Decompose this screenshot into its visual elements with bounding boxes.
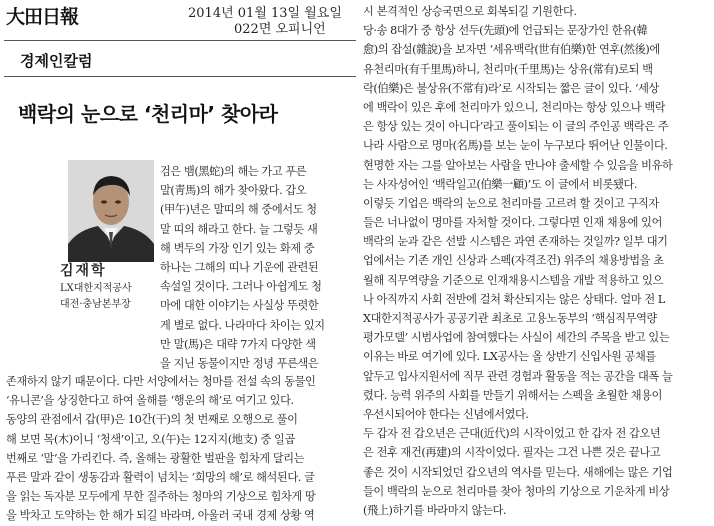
text-line: 해 벽두의 가장 인기 있는 화제 중 [160,241,315,255]
text-line: 락(伯樂)은 불상유(不常有)라’로 시작되는 짧은 글이 있다. ‘세상 [363,81,659,95]
text-line: 은 항상 있는 것이 아니다’라고 풀이되는 이 글의 주인공 백락은 주 [363,120,669,134]
author-block [60,260,150,312]
author-photo [68,160,154,262]
newspaper-logo: 大田日報 [6,6,79,28]
author-position: 대전·충남본부장 [60,299,131,310]
text-line: 시 본격적인 상승국면으로 회복되길 기원한다. [363,5,577,18]
text-line: 두 갑자 전 갑오년은 근대(近代)의 시작이었고 한 갑자 전 갑오년 [363,427,661,441]
text-line: 愈)의 잡설(雜說)을 보자면 ‘세유백락(世有伯樂)한 연후(然後)에 [363,43,660,57]
text-line: 당·송 8대가 중 항상 선두(先頭)에 언급되는 문장가인 한유(韓 [363,24,648,38]
text-line: (甲午)년은 말띠의 해 중에서도 청 [160,203,317,217]
text-line: 평가모델’ 시범사업에 참여했다는 사실이 세간의 주목을 받고 있는 [363,331,670,345]
text-line: 우선시되어야 한다는 신념에서였다. [363,407,529,421]
text-line: 해 보면 목(木)이니 ‘청색’이고, 오(午)는 12지지(地支) 중 일곱 [6,432,295,446]
text-line: 말 띠의 해라고 한다. 늘 그렇듯 새 [160,222,318,236]
divider-label [4,76,356,77]
text-line: 나라 사람으로 명마(名馬)를 보는 눈이 누구보다 뛰어난 인물이다. [363,139,668,153]
text-line: 이유는 바로 여기에 있다. LX공사는 올 상반기 신입사원 공채를 [363,350,656,364]
author-name: 김재학 [60,263,107,279]
body-narrow-column [160,162,356,373]
text-line: 마에 대한 이야기는 사실상 뚜렷한 [160,299,319,313]
text-line: 을 읽는 독자분 모두에게 무한 질주하는 청마의 기상으로 힘차게 땅 [6,490,316,504]
author-affiliation: LX대한지적공사 [60,283,132,294]
text-line: 푸른 말과 같이 생동감과 활력이 넘치는 ‘희망의 해’로 해석된다. 글 [6,470,315,484]
body-right-column [363,2,709,520]
text-line: X대한지적공사가 공공기관 최초로 고용노동부의 ‘핵심직무역량 [363,312,657,325]
text-line: 들은 너나없이 명마를 자처할 것이다. 그렇다면 인재 채용에 있어 [363,216,662,230]
text-line: 하나는 그해의 띠나 기운에 관련된 [160,260,319,274]
text-line: 앞두고 입사지원서에 직무 관련 경험과 활동을 적는 공간을 대폭 늘 [363,369,673,383]
text-line: 는 사자성어인 ‘백락일고(伯樂一顧)’도 이 글에서 비롯됐다. [363,177,638,191]
text-line: 들이 백락의 눈으로 천리마를 찾아 청마의 기상으로 기운차게 비상 [363,484,670,498]
text-line: 번째로 ‘말’을 가리킨다. 즉, 올해는 광활한 벌판을 힘차게 달리는 [6,451,305,465]
text-line: (飛上)하기를 바라마지 않는다. [363,503,507,517]
text-line: 백락의 눈과 같은 선발 시스템은 과연 존재하는 것일까? 일부 대기 [363,235,668,249]
text-line: 현명한 자는 그를 알아보는 사람을 만나야 출세할 수 있음을 비유하 [363,158,673,172]
divider-top [4,40,356,41]
text-line: 게 별로 없다. 나라마다 차이는 있지 [160,318,325,332]
text-line: 은 전후 재건(再建)의 시작이었다. 필자는 그건 나쁜 것은 끝나고 [363,446,661,460]
text-line: 유천리마(有千里馬)하니, 천리마(千里馬)는 상유(常有)로되 백 [363,62,653,76]
text-line: 말(靑馬)의 해가 찾아왔다. 갑오 [160,184,307,198]
author-portrait-icon [68,160,154,262]
text-line: 속설일 것이다. 그러나 아쉽게도 청 [160,280,322,294]
page-info: 022면 오피니언 [234,22,326,37]
text-line: 업에서는 기존 개인 신상과 스펙(자격조건) 위주의 채용방법을 초 [363,254,664,268]
text-line: 을 지닌 동물이지만 정녕 푸른색은 [160,356,319,370]
text-line: 존재하지 않기 때문이다. 다만 서양에서는 청마를 전설 속의 동물인 [6,375,316,388]
column-label: 경제인칼럼 [20,52,93,70]
text-line: 을 박차고 도약하는 한 해가 되길 바라며, 아울러 국내 경제 상황 역 [6,509,315,523]
text-line: 만 말(馬)은 대략 7가지 다양한 색 [160,337,316,351]
text-line: 월해 직무역량을 기준으로 인재채용시스템을 개발 적용하고 있으 [363,273,663,287]
text-line: 렸다. 능력 위주의 사회를 만들기 위해서는 스펙을 초월한 채용이 [363,388,662,402]
text-line: ‘유니콘’을 상징한다고 하여 올해를 ‘행운의 해’로 여기고 있다. [6,394,294,408]
text-line: 동양의 관점에서 갑(甲)은 10간(干)의 첫 번째로 오행으로 풀이 [6,413,298,427]
headline: 백락의 눈으로 ‘천리마’ 찾아라 [18,102,278,126]
body-left-column [6,372,356,526]
text-line: 나 아직까지 사회 전반에 걸쳐 확산되지는 않은 상태다. 얼마 전 L [363,292,665,306]
text-line: 이렇듯 기업은 백락의 눈으로 천리마를 고르려 할 것이고 구직자 [363,196,659,210]
issue-date: 2014년 01월 13일 월요일 [188,6,342,21]
text-line: 좋은 것이 시작되었던 갑오년의 역사를 믿는다. 새해에는 많은 기업 [363,465,673,479]
text-line: 에 백락이 있은 후에 천리마가 있으니, 천리마는 항상 있으나 백락 [363,100,666,114]
text-line: 검은 뱀(黑蛇)의 해는 가고 푸른 [160,165,307,178]
